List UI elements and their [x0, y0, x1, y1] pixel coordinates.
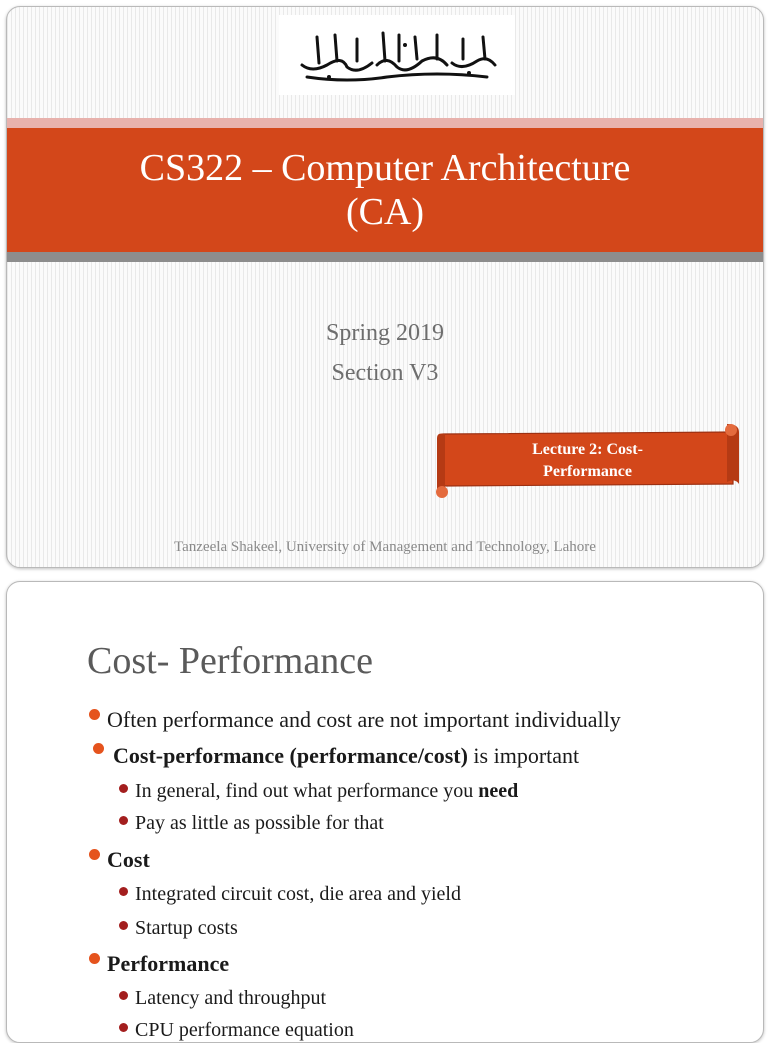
- bullet-dot: [89, 849, 100, 860]
- bullet-bold-text: Performance: [107, 951, 230, 976]
- content-slide: [6, 581, 764, 1043]
- slide-title: Cost- Performance: [87, 640, 373, 682]
- sub-bullet-item: [135, 778, 518, 804]
- sub-bullet-text: Pay as little as possible for that: [135, 812, 384, 834]
- calligraphy-image: [287, 25, 507, 85]
- bismillah-calligraphy: [279, 15, 515, 95]
- bullet-text: is important: [467, 743, 580, 768]
- lecture-title-line1: Lecture 2: Cost-: [532, 441, 643, 458]
- course-title-line1: CS322 – Computer Architecture: [139, 147, 631, 189]
- sub-bullet-dot: [119, 1023, 128, 1032]
- bullet-dot: [89, 709, 100, 720]
- sub-bullet-text: In general, find out what performance you: [135, 780, 479, 802]
- sub-bullet-text: CPU performance equation: [135, 1019, 354, 1041]
- sub-bullet-text: Latency and throughput: [135, 987, 327, 1009]
- lecture-title: [447, 439, 728, 483]
- bullet-dot: [89, 953, 100, 964]
- bullet-dot: [93, 743, 104, 754]
- decor-band-bottom: [7, 252, 763, 262]
- sub-bullet-item: [135, 915, 238, 941]
- bullet-item: [107, 706, 621, 734]
- title-slide: [6, 6, 764, 568]
- semester-label: Spring 2019: [325, 320, 444, 346]
- sub-bullet-item: [135, 810, 384, 836]
- sub-bullet-dot: [119, 816, 128, 825]
- decor-band-top: [7, 118, 763, 128]
- lecture-banner: [435, 422, 740, 500]
- sub-bullet-dot: [119, 921, 128, 930]
- bullet-text: Often performance and cost are not important individually: [107, 707, 621, 732]
- bullet-item: [113, 742, 579, 770]
- sub-bullet-bold-text: need: [478, 780, 519, 802]
- bullet-bold-text: Cost: [107, 847, 150, 872]
- course-title-line2: (CA): [345, 191, 425, 233]
- bullet-bold-text: Cost-performance (performance/cost): [113, 743, 468, 768]
- sub-bullet-text: Startup costs: [135, 917, 238, 939]
- bullet-item: [107, 950, 229, 978]
- title-band: [7, 128, 763, 252]
- sub-bullet-dot: [119, 991, 128, 1000]
- sub-bullet-item: [135, 1017, 354, 1043]
- sub-bullet-dot: [119, 784, 128, 793]
- lecture-title-line2: Performance: [543, 463, 632, 480]
- section-label: Section V3: [331, 360, 439, 386]
- sub-bullet-text: Integrated circuit cost, die area and yield: [135, 883, 461, 905]
- sub-bullet-dot: [119, 887, 128, 896]
- bullet-item: [107, 846, 150, 874]
- slide-footer: Tanzeela Shakeel, University of Management and Technology, Lahore: [174, 539, 596, 555]
- subtitle: [7, 313, 763, 393]
- sub-bullet-item: [135, 985, 326, 1011]
- sub-bullet-item: [135, 881, 461, 907]
